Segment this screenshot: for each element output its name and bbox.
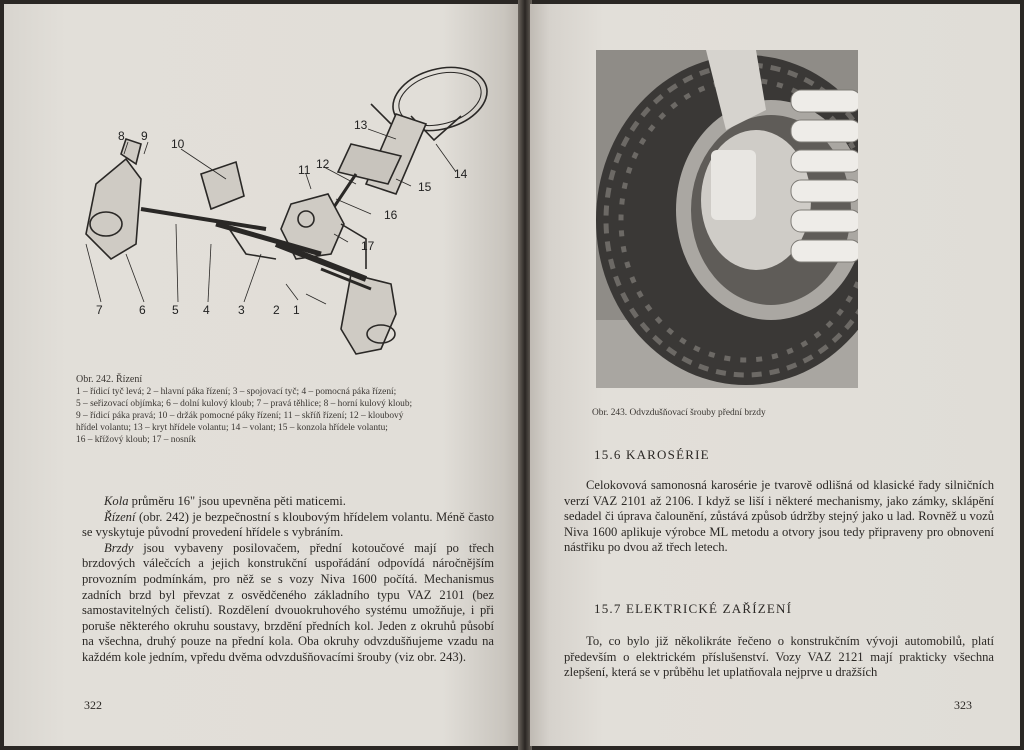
right-page [530,4,1020,746]
figure-242-legend [76,386,494,446]
label-4: 4 [203,303,210,317]
label-11: 11 [298,163,311,177]
legend-line: 9 – řídicí páka pravá; 10 – držák pomocné páky řízení; 11 – skříň řízení; 12 – kloubový [76,411,404,421]
label-5: 5 [172,303,179,317]
legend-line: 16 – křížový kloub; 17 – nosník [76,435,196,445]
paragraph-brakes: Brzdy jsou vybaveny posilovačem, přední kotoučové mají po třech brzdových válečcích a jejich konstrukční uspořádání odpovídá náročnějším provozním podmínkám, pro něž se s vozy Niva 1600 počítá. Mechanismus zadních brzd byl převzat z osvědčeného základního typu VAZ 2101 (bez samostavitelných čelistí). Rozdělení dvouokruhového systému umožňuje, i při poruše některého okruhu soustavy, brzdění předních kol. Jeden z okruhů působí na všechna, druhý pouze na přední kola. Oba okruhy odvzdušňujeme vzadu na každém kole jedním, vpředu dvěma odvzdušňovacími šrouby (viz obr. 243). [82,540,494,664]
label-9: 9 [141,129,148,143]
figure-242-title: Obr. 242. Řízení [76,374,143,385]
karoserie-text [564,478,994,556]
legend-line: 1 – řídicí tyč levá; 2 – hlavní páka řízení; 3 – spojovací tyč; 4 – pomocná páka řízení; [76,387,397,397]
label-14: 14 [454,167,468,181]
label-10: 10 [171,137,185,151]
label-2: 2 [273,303,280,317]
label-7: 7 [96,303,103,317]
figure-243-caption: Obr. 243. Odvzdušňovací šrouby přední brzdy [592,408,766,418]
label-3: 3 [238,303,245,317]
label-15: 15 [418,180,432,194]
label-16: 16 [384,208,398,222]
legend-line: hřídel volantu; 13 – kryt hřídele volantu; 14 – volant; 15 – konzola hřídele volantu; [76,423,388,433]
page-number-left: 322 [84,698,102,712]
paragraph-steering: Řízení (obr. 242) je bezpečnostní s kloubovým hřídelem volantu. Méně často se vyskytuje původní provedení hřídele s vybráním. [82,509,494,540]
section-heading-elektricke: 15.7 ELEKTRICKÉ ZAŘÍZENÍ [594,601,793,616]
label-12: 12 [316,157,330,171]
page-number-right: 323 [954,698,972,712]
label-17: 17 [361,239,375,253]
label-13: 13 [354,118,368,132]
steering-diagram [66,44,496,374]
brake-photo [596,50,858,388]
tire-and-brake-photo [596,50,858,388]
label-8: 8 [118,129,125,143]
legend-line: 5 – seřizovací objímka; 6 – dolní kulový kloub; 7 – pravá těhlice; 8 – horní kulový kloub; [76,399,413,409]
left-page [4,4,520,746]
paragraph-elektricke: To, co bylo již několikráte řečeno o konstrukčním vývoji automobilů, platí především o elektrickém příslušenství. Vozy VAZ 2121 mají prakticky všechna zlepšení, která se v průběhu let uplatňovala nejprve u dražších [564,634,994,680]
paragraph-wheels: Kola průměru 16" jsou upevněna pěti maticemi. [104,494,346,508]
label-1: 1 [293,303,300,317]
left-body-text [82,494,494,666]
elektricke-text [564,634,994,681]
section-heading-karoserie: 15.6 KAROSÉRIE [594,447,710,462]
paragraph-karoserie: Celokovová samonosná karosérie je tvarově odlišná od klasické řady silničních verzí VAZ 2101 až 2106. I když se liší i některé mechanismy, jako zámky, sklápění sedadel či úprava čalounění, zůstává způsob údržby stejný jako u lad. Rovněž u vozů Niva 1600 aplikuje výrobce ML metodu a otvory jsou tedy připraveny pro obnovení nástřiku po dvou až třech letech. [564,478,994,555]
label-6: 6 [139,303,146,317]
